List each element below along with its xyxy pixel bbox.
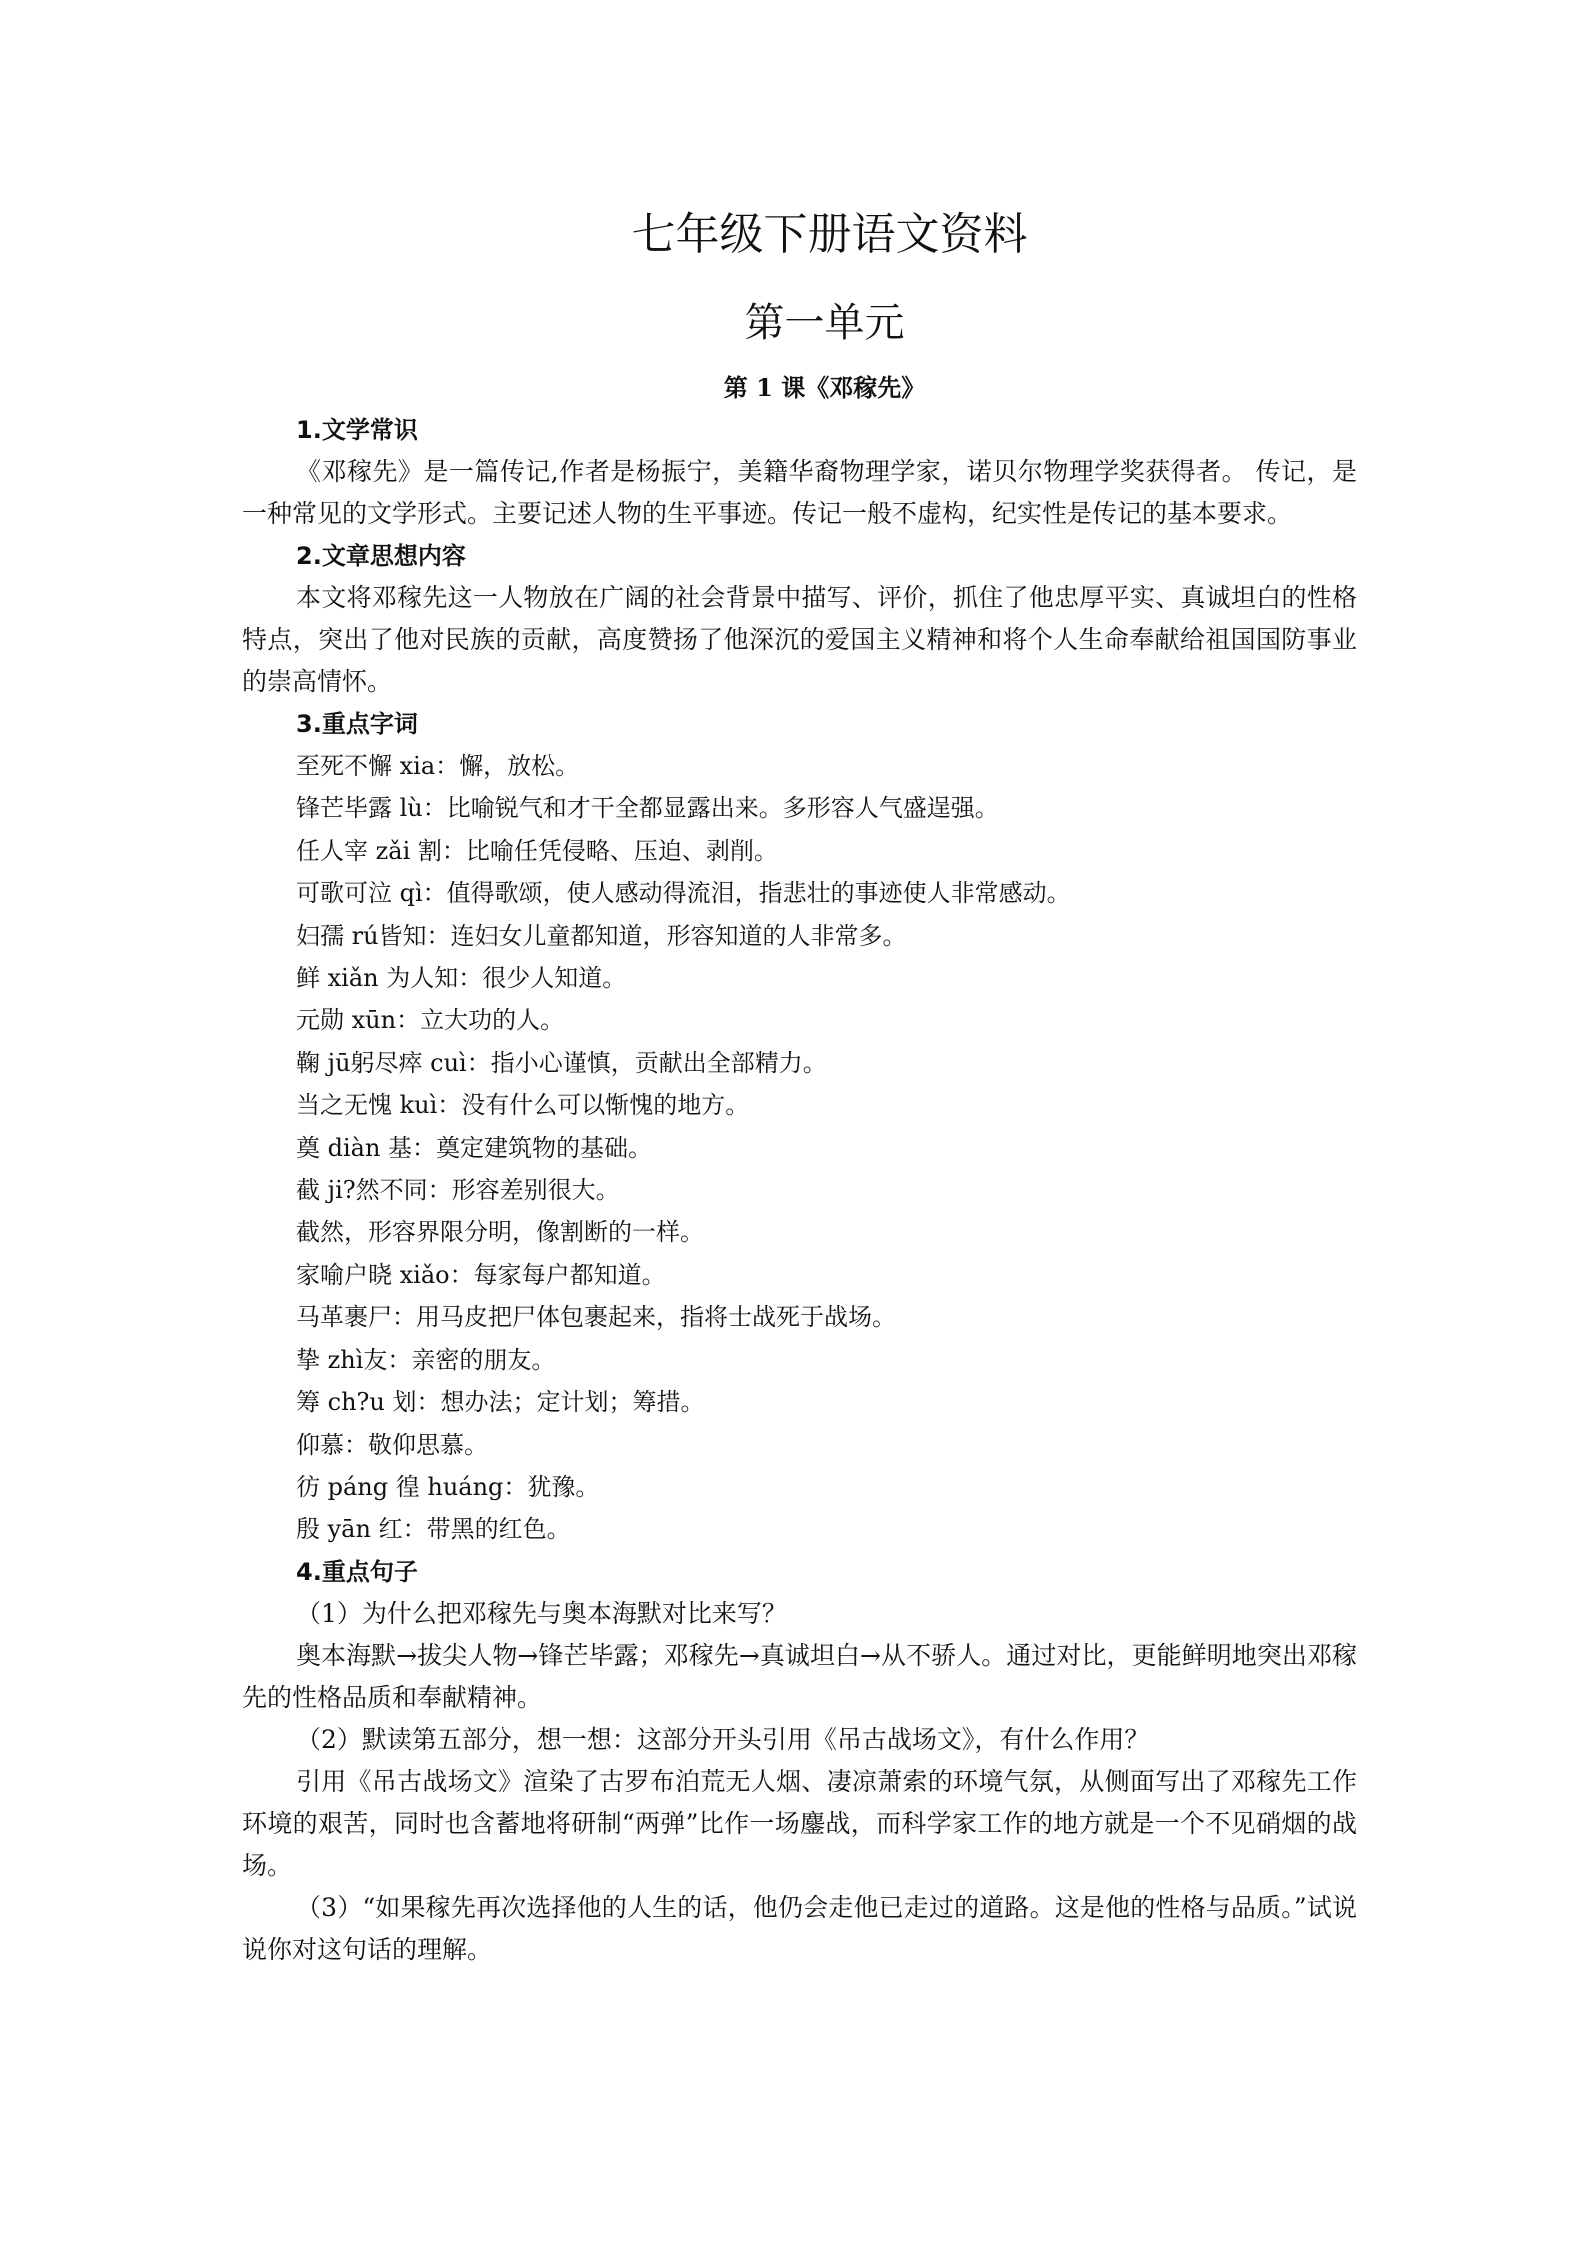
word-item: 妇孺 rú皆知：连妇女儿童都知道，形容知道的人非常多。 <box>296 921 907 950</box>
section-heading-key-sentences: 4.重点句子 <box>296 1557 418 1586</box>
word-item: 彷 páng 徨 huáng：犹豫。 <box>296 1472 600 1501</box>
word-item: 任人宰 zǎi 割：比喻任凭侵略、压迫、剥削。 <box>296 836 778 865</box>
lesson-title: 第 1 课《邓稼先》 <box>723 373 926 402</box>
question-1: （1）为什么把邓稼先与奥本海默对比来写？ <box>296 1598 787 1628</box>
section-text-main-idea: 本文将邓稼先这一人物放在广阔的社会背景中描写、评价，抓住了他忠厚平实、真诚坦白的性格特点，突出了他对民族的贡献，高度赞扬了他深沉的爱国主义精神和将个人生命奉献给祖国国防事业的崇高情怀。 <box>242 583 1357 696</box>
word-item: 鲜 xiǎn 为人知：很少人知道。 <box>296 964 627 993</box>
word-item: 仰慕：敬仰思慕。 <box>296 1430 488 1459</box>
document-title: 七年级下册语文资料 <box>631 209 1028 260</box>
answer-2: 引用《吊古战场文》渲染了古罗布泊荒无人烟、凄凉萧索的环境气氛，从侧面写出了邓稼先工作环境的艰苦，同时也含蓄地将研制“两弹”比作一场鏖战，而科学家工作的地方就是一个不见硝烟的战场。 <box>242 1766 1357 1880</box>
question-3: （3）“如果稼先再次选择他的人生的话，他仍会走他已走过的道路。这是他的性格与品质。”试说说你对这句话的理解。 <box>242 1892 1357 1964</box>
word-item: 鞠 jū躬尽瘁 cuì：指小心谨慎，贡献出全部精力。 <box>296 1048 827 1077</box>
section-heading-literary-knowledge: 1.文学常识 <box>296 416 418 444</box>
word-item: 挚 zhì友：亲密的朋友。 <box>296 1345 556 1374</box>
word-item: 至死不懈 xia：懈，放松。 <box>296 752 580 780</box>
word-item: 家喻户晓 xiǎo：每家每户都知道。 <box>296 1260 666 1289</box>
word-item: 截 ji?然不同：形容差别很大。 <box>296 1176 620 1205</box>
section-heading-main-idea: 2.文章思想内容 <box>296 542 466 570</box>
question-2: （2）默读第五部分，想一想：这部分开头引用《吊古战场文》，有什么作用？ <box>296 1724 1150 1754</box>
unit-title: 第一单元 <box>744 300 905 346</box>
word-item: 当之无愧 kuì：没有什么可以惭愧的地方。 <box>296 1091 750 1120</box>
word-item: 奠 diàn 基：奠定建筑物的基础。 <box>296 1133 653 1162</box>
word-item: 可歌可泣 qì：值得歌颂，使人感动得流泪，指悲壮的事迹使人非常感动。 <box>296 879 1071 908</box>
section-heading-key-words: 3.重点字词 <box>296 710 418 738</box>
word-item: 筹 ch?u 划：想办法；定计划；筹措。 <box>296 1388 705 1417</box>
word-item: 截然，形容界限分明，像割断的一样。 <box>296 1218 704 1247</box>
word-item: 元勋 xūn：立大功的人。 <box>296 1006 565 1035</box>
word-item: 马革裹尸：用马皮把尸体包裹起来，指将士战死于战场。 <box>296 1303 896 1332</box>
answer-1: 奥本海默→拔尖人物→锋芒毕露；邓稼先→真诚坦白→从不骄人。通过对比，更能鲜明地突出邓稼先的性格品质和奉献精神。 <box>242 1640 1357 1712</box>
document-page <box>242 205 1357 1971</box>
section-text-literary-knowledge: 《邓稼先》是一篇传记,作者是杨振宁，美籍华裔物理学家，诺贝尔物理学奖获得者。 传记，是一种常见的文学形式。主要记述人物的生平事迹。传记一般不虚构，纪实性是传记的基本要求。 <box>242 457 1357 528</box>
word-item: 殷 yān 红：带黑的红色。 <box>296 1515 571 1544</box>
key-words-list <box>242 745 1357 1551</box>
word-item: 锋芒毕露 lù：比喻锐气和才干全都显露出来。多形容人气盛逞强。 <box>296 794 999 823</box>
